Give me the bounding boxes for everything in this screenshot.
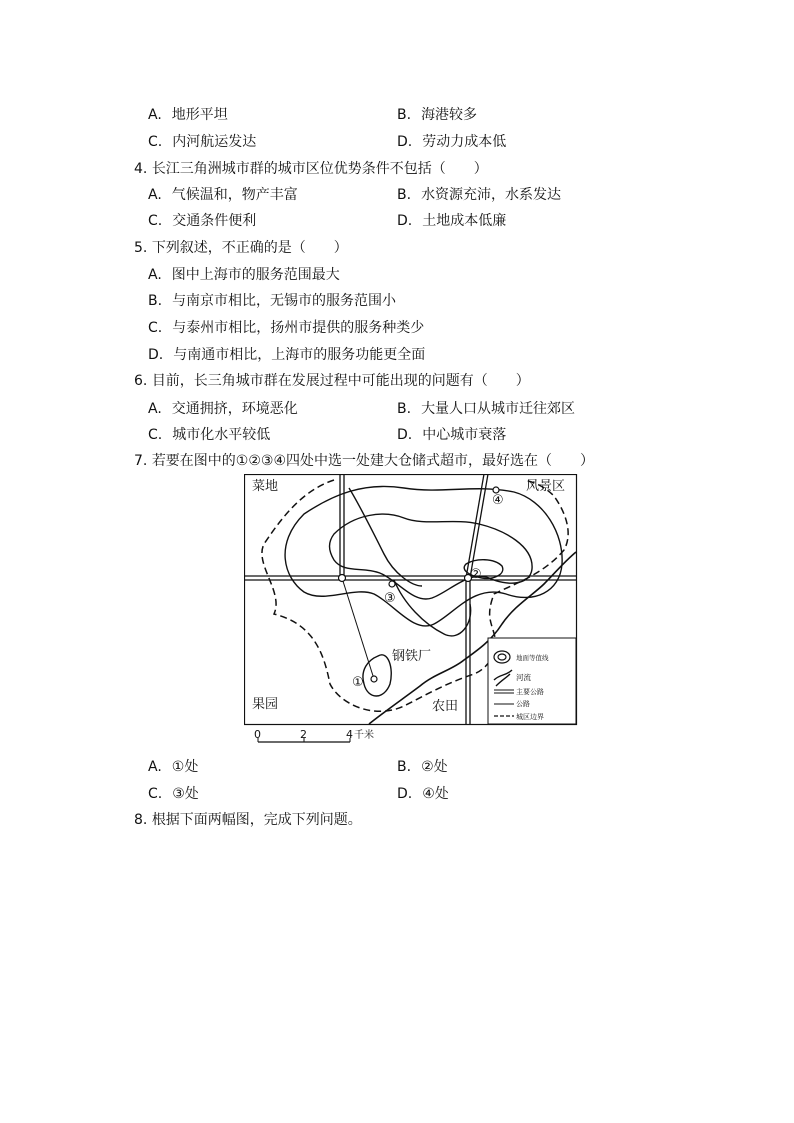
q7-option-d: D. ④处 bbox=[397, 786, 449, 802]
q7-option-a: A. ①处 bbox=[148, 759, 199, 775]
q5-option-d: D. 与南通市相比，上海市的服务功能更全面 bbox=[148, 347, 426, 363]
label-steel: 钢铁厂 bbox=[392, 649, 432, 664]
q3-option-d: D. 劳动力成本低 bbox=[397, 134, 507, 150]
point-3-label: ③ bbox=[384, 591, 396, 606]
contour-line-hill bbox=[363, 655, 391, 696]
q5-option-a: A. 图中上海市的服务范围最大 bbox=[148, 267, 340, 283]
contour-line-ridge bbox=[349, 488, 422, 586]
q6-option-d: D. 中心城市衰落 bbox=[397, 427, 507, 443]
scale-tick-4: 4 bbox=[346, 728, 353, 741]
label-scenic: 风景区 bbox=[526, 479, 566, 494]
q4-option-b: B. 水资源充沛，水系发达 bbox=[397, 187, 562, 203]
contour-line-outer bbox=[285, 486, 562, 626]
contour-line-lower bbox=[394, 580, 471, 636]
q6-option-a: A. 交通拥挤，环境恶化 bbox=[148, 401, 298, 417]
q4-option-a: A. 气候温和，物产丰富 bbox=[148, 187, 298, 203]
q3-option-a: A. 地形平坦 bbox=[148, 107, 228, 123]
q7-stem: 7. 若要在图中的①②③④四处中选一处建大仓储式超市，最好选在（ ） bbox=[134, 453, 595, 469]
point-1-label: ① bbox=[352, 675, 364, 690]
q6-option-c: C. 城市化水平较低 bbox=[148, 427, 271, 443]
legend-boundary: 城区边界 bbox=[516, 713, 544, 721]
q5-option-b: B. 与南京市相比，无锡市的服务范围小 bbox=[148, 293, 397, 309]
scale-tick-2: 2 bbox=[300, 728, 307, 741]
point-2-label: ② bbox=[470, 567, 482, 582]
legend-contour: 地面等值线 bbox=[516, 654, 549, 662]
scale-bar bbox=[254, 728, 374, 742]
q7-option-c: C. ③处 bbox=[148, 786, 199, 802]
legend-river: 河流 bbox=[516, 673, 531, 682]
node-3 bbox=[389, 581, 395, 587]
label-orchard: 果园 bbox=[252, 697, 279, 712]
q5-stem: 5. 下列叙述，不正确的是（ ） bbox=[134, 240, 348, 256]
q8-stem: 8. 根据下面两幅图，完成下列问题。 bbox=[134, 812, 362, 828]
legend-main-road: 主要公路 bbox=[516, 688, 544, 696]
map-figure bbox=[244, 474, 586, 746]
q3-option-c: C. 内河航运发达 bbox=[148, 134, 257, 150]
node-west bbox=[339, 575, 346, 582]
scale-tick-0: 0 bbox=[254, 728, 261, 741]
contour-line-mid bbox=[330, 514, 533, 599]
q6-stem: 6. 目前，长三角城市群在发展过程中可能出现的问题有（ ） bbox=[134, 373, 530, 389]
label-vegetable: 菜地 bbox=[252, 479, 279, 494]
map-svg bbox=[244, 474, 586, 746]
q3-option-b: B. 海港较多 bbox=[397, 107, 478, 123]
node-1 bbox=[371, 676, 377, 682]
q4-stem: 4. 长江三角洲城市群的城市区位优势条件不包括（ ） bbox=[134, 161, 488, 177]
legend-road: 公路 bbox=[516, 700, 530, 708]
q4-option-d: D. 土地成本低廉 bbox=[397, 213, 507, 229]
point-4-label: ④ bbox=[492, 493, 504, 508]
q4-option-c: C. 交通条件便利 bbox=[148, 213, 257, 229]
legend bbox=[488, 638, 576, 724]
scale-unit: 千米 bbox=[354, 730, 374, 741]
q6-option-b: B. 大量人口从城市迁往郊区 bbox=[397, 401, 576, 417]
q5-option-c: C. 与泰州市相比，扬州市提供的服务种类少 bbox=[148, 320, 425, 336]
label-farmland: 农田 bbox=[432, 699, 459, 714]
q7-option-b: B. ②处 bbox=[397, 759, 448, 775]
